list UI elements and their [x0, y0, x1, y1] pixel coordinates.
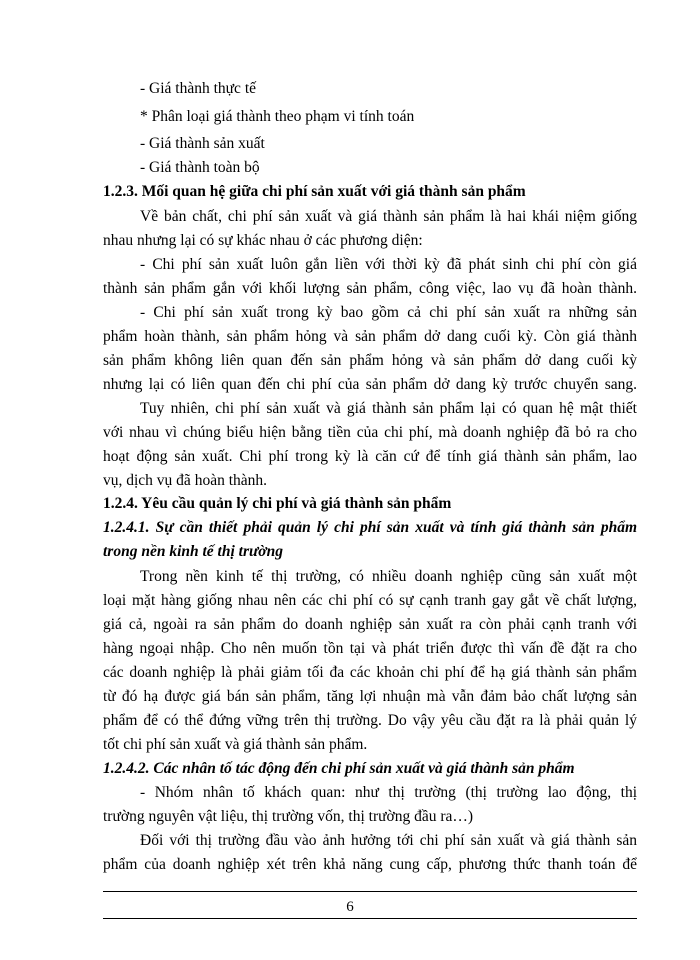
paragraph-line: thành sản phẩm gắn với khối lượng sản phẩm, công việc, lao vụ đã hoàn thành.: [103, 280, 637, 297]
paragraph-line: sản phẩm không liên quan đến sản phẩm hỏng và sản phẩm dở dang cuối kỳ: [103, 352, 637, 369]
paragraph-line: - Chi phí sản xuất trong kỳ bao gồm cả chi phí sản xuất ra những sản: [140, 304, 637, 321]
paragraph-line: giá cả, ngoài ra sản phẩm do doanh nghiệp sản xuất ra còn phải cạnh tranh với: [103, 616, 637, 633]
subsection-heading-1-2-4-1-cont: trong nền kinh tế thị trường: [103, 543, 283, 560]
paragraph-line: phẩm hoàn thành, sản phẩm hỏng và sản phẩm dở dang cuối kỳ. Còn giá thành: [103, 328, 637, 345]
paragraph-line: các doanh nghiệp là phải giảm tối đa các khoản chi phí để hạ giá thành sản phẩm: [103, 664, 637, 681]
bullet-line: - Giá thành toàn bộ: [140, 159, 260, 176]
paragraph-line: phẩm của doanh nghiệp xét trên khả năng cung cấp, phương thức thanh toán để: [103, 856, 637, 873]
paragraph-line: phẩm để có thể đứng vững trên thị trường. Do vậy yêu cầu đặt ra là phải quản lý: [103, 712, 637, 729]
footer-rule-bottom: [103, 918, 637, 919]
paragraph-line: loại mặt hàng giống nhau nên các chi phí có sự cạnh tranh gay gắt về chất lượng,: [103, 592, 637, 609]
paragraph-line: với nhau vì chúng biểu hiện bằng tiền của chi phí, mà doanh nghiệp đã bỏ ra cho: [103, 424, 637, 441]
paragraph-line: Tuy nhiên, chi phí sản xuất và giá thành sản phẩm lại có quan hệ mật thiết: [140, 400, 637, 417]
paragraph-line: từ đó hạ được giá bán sản phẩm, tăng lợi nhuận mà vẫn đảm bảo chất lượng sản: [103, 688, 637, 705]
page-number: 6: [346, 899, 354, 915]
paragraph-line: Về bản chất, chi phí sản xuất và giá thành sản phẩm là hai khái niệm giống: [140, 208, 637, 225]
paragraph-line: nhưng lại có liên quan đến chi phí của sản phẩm dở dang kỳ trước chuyển sang.: [103, 376, 637, 393]
bullet-line: - Giá thành sản xuất: [140, 135, 265, 152]
section-heading-1-2-4: 1.2.4. Yêu cầu quản lý chi phí và giá thành sản phẩm: [103, 495, 452, 512]
footer-rule-top: [103, 891, 637, 892]
subsection-heading-1-2-4-1: 1.2.4.1. Sự cần thiết phải quản lý chi phí sản xuất và tính giá thành sản phẩm: [103, 519, 637, 536]
paragraph-line: trường nguyên vật liệu, thị trường vốn, thị trường đầu ra…): [103, 808, 474, 825]
section-heading-1-2-3: 1.2.3. Mối quan hệ giữa chi phí sản xuất với giá thành sản phẩm: [103, 183, 526, 200]
paragraph-line: vụ, dịch vụ đã hoàn thành.: [103, 472, 268, 489]
paragraph-line: Trong nền kinh tế thị trường, có nhiều doanh nghiệp cũng sản xuất một: [140, 568, 637, 585]
paragraph-line: hàng ngoại nhập. Cho nên muốn tồn tại và phát triển được thì vấn đề đặt ra cho: [103, 640, 637, 657]
paragraph-line: tốt chi phí sản xuất và giá thành sản phẩm.: [103, 736, 368, 753]
paragraph-line: Đối với thị trường đầu vào ảnh hưởng tới chi phí sản xuất và giá thành sản: [140, 832, 637, 849]
subsection-heading-1-2-4-2: 1.2.4.2. Các nhân tố tác động đến chi phí sản xuất và giá thành sản phẩm: [103, 760, 575, 777]
paragraph-line: - Chi phí sản xuất luôn gắn liền với thời kỳ đã phát sinh chi phí còn giá: [140, 256, 637, 273]
bullet-line: * Phân loại giá thành theo phạm vi tính toán: [140, 108, 415, 125]
paragraph-line: nhau nhưng lại có sự khác nhau ở các phương diện:: [103, 232, 423, 249]
paragraph-line: - Nhóm nhân tố khách quan: như thị trường (thị trường lao động, thị: [140, 784, 637, 801]
bullet-line: - Giá thành thực tế: [140, 80, 257, 97]
paragraph-line: hoạt động sản xuất. Chi phí trong kỳ là căn cứ để tính giá thành sản phẩm, lao: [103, 448, 637, 465]
